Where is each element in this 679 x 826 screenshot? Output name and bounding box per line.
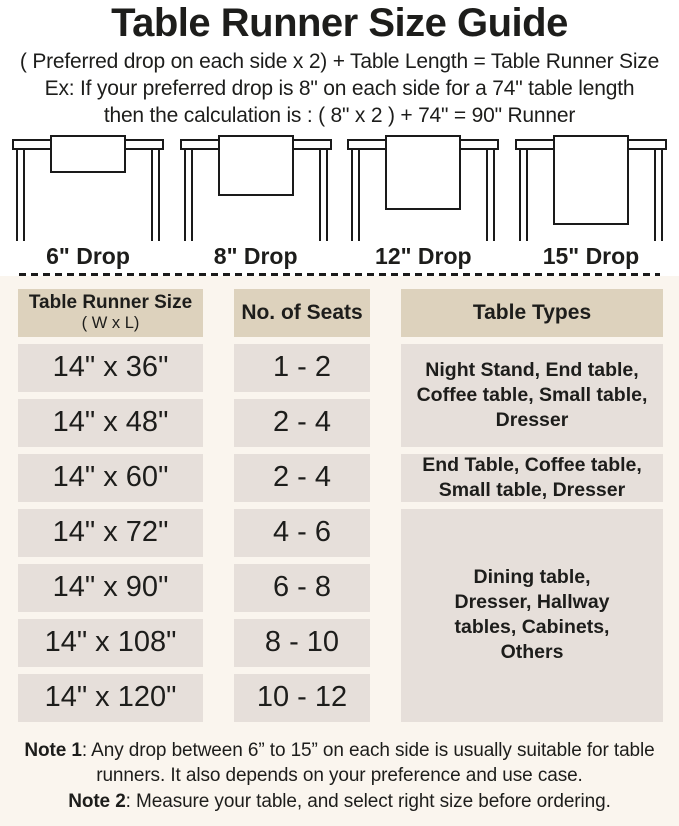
seats-cell: [234, 344, 370, 392]
seats-value: 4 - 6: [272, 516, 332, 549]
table-figure: [515, 135, 667, 241]
note-label: Note 1: [24, 739, 82, 761]
drop-illustrations: [0, 135, 679, 270]
runner-size-cell: [18, 454, 203, 502]
seats-cell: [234, 619, 370, 667]
table-leg-right-icon: [486, 149, 495, 241]
header-table-types: [401, 289, 663, 337]
seats-value: 2 - 4: [272, 461, 332, 494]
table-leg-right-icon: [151, 149, 160, 241]
drop-illustration: [180, 135, 332, 270]
table-types-cell: [401, 344, 663, 447]
table-types-value: End Table, Coffee table, Small table, Dresser: [422, 453, 642, 501]
table-runner-graphic: [553, 135, 629, 225]
drop-illustration: [347, 135, 499, 270]
runner-size-cell: [18, 344, 203, 392]
drop-illustration: [12, 135, 164, 270]
note: [2, 738, 677, 789]
table-leg-right-icon: [654, 149, 663, 241]
seats-cell: [234, 454, 370, 502]
header-no-of-seats: [234, 289, 370, 337]
runner-size-cell: [18, 619, 203, 667]
header-table-types-label: Table Types: [472, 300, 592, 324]
seats-value: 2 - 4: [272, 406, 332, 439]
runner-size-value: 14" x 48": [52, 406, 169, 439]
runner-size-cell: [18, 674, 203, 722]
table-figure: [180, 135, 332, 241]
header-no-of-seats-label: No. of Seats: [241, 300, 363, 324]
note-text: : Any drop between 6” to 15” on each side is usually suitable for table runners. It also depends on your preference and use case.: [81, 739, 655, 787]
table-figure: [12, 135, 164, 241]
table-leg-left-icon: [351, 149, 360, 241]
table-leg-left-icon: [519, 149, 528, 241]
example-text-line2: then the calculation is : ( 8" x 2 ) + 74" = 90" Runner: [103, 104, 576, 128]
runner-size-value: 14" x 90": [52, 571, 169, 604]
runner-size-value: 14" x 60": [52, 461, 169, 494]
example-text-line1: Ex: If your preferred drop is 8" on each side for a 74" table length: [44, 77, 635, 101]
table-leg-right-icon: [319, 149, 328, 241]
drop-label: 12" Drop: [375, 243, 472, 270]
table-runner-graphic: [385, 135, 461, 210]
runner-size-value: 14" x 120": [44, 681, 177, 714]
table-types-cell: [401, 509, 663, 722]
drop-label: 6" Drop: [46, 243, 130, 270]
header-runner-size: [18, 289, 203, 337]
table-runner-graphic: [50, 135, 126, 173]
size-table: [18, 289, 663, 722]
runner-size-cell: [18, 564, 203, 612]
drop-label: 15" Drop: [542, 243, 640, 270]
guide-header-section: [0, 0, 679, 276]
header-runner-size-subtitle: ( W x L): [81, 314, 140, 333]
seats-cell: [234, 674, 370, 722]
runner-size-value: 14" x 72": [52, 516, 169, 549]
table-leg-left-icon: [16, 149, 25, 241]
table-figure: [347, 135, 499, 241]
seats-value: 6 - 8: [272, 571, 332, 604]
seats-value: 8 - 10: [264, 626, 340, 659]
seats-cell: [234, 399, 370, 447]
seats-value: 10 - 12: [256, 681, 348, 714]
seats-cell: [234, 564, 370, 612]
table-types-value: Dining table, Dresser, Hallway tables, Cabinets, Others: [454, 566, 610, 664]
runner-size-value: 14" x 36": [52, 351, 169, 384]
table-leg-left-icon: [184, 149, 193, 241]
runner-size-cell: [18, 509, 203, 557]
table-runner-graphic: [218, 135, 294, 196]
drop-label: 8" Drop: [213, 243, 298, 270]
drop-illustration: [515, 135, 667, 270]
table-types-value: Night Stand, End table, Coffee table, Small table, Dresser: [416, 358, 648, 431]
page-title: Table Runner Size Guide: [111, 1, 568, 45]
header-runner-size-title: Table Runner Size: [28, 292, 193, 314]
formula-text: ( Preferred drop on each side x 2) + Table Length = Table Runner Size: [19, 50, 660, 74]
table-types-cell: [401, 454, 663, 502]
seats-cell: [234, 509, 370, 557]
note-label: Note 2: [68, 790, 126, 812]
note: [2, 789, 677, 815]
runner-size-cell: [18, 399, 203, 447]
seats-value: 1 - 2: [272, 351, 332, 384]
runner-size-value: 14" x 108": [44, 626, 177, 659]
size-table-section: [0, 276, 679, 826]
note-text: : Measure your table, and select right size before ordering.: [125, 790, 611, 812]
notes: [0, 738, 679, 815]
